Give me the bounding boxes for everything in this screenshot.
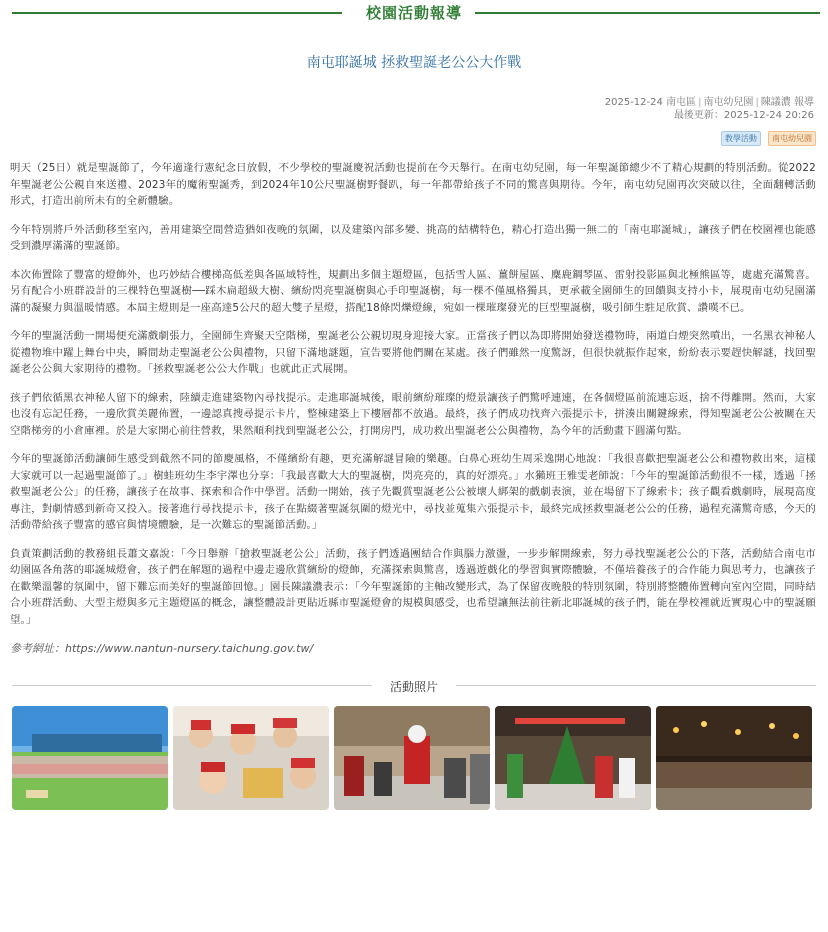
photo-indoor-lights[interactable] xyxy=(656,706,812,810)
photos-divider-right xyxy=(456,685,816,686)
photo-christmas-tree-stage[interactable] xyxy=(495,706,651,810)
section-title: 校園活動報導 xyxy=(365,4,462,22)
paragraph: 今年的聖誕節活動讓師生感受到截然不同的節慶風格，不僅繽紛有趣，更充滿解謎冒險的樂趣。白鼻心班幼生周采逸開心地說：「我很喜歡把聖誕老公公和禮物救出來，這樣大家就可以一起過聖誕節了。」樹蛙班幼生李宇澤也分享：「我最喜歡大大的聖誕樹，閃亮亮的，真的好漂亮。」水獺班王雅雯老師說：「今年的聖誕節活動很不一樣，透過「拯救聖誕老公公」的任務，讓孩子在故事、探索和合作中學習。活動一開始，孩子先觀賞聖誕老公公被壞人綁架的戲劇表演，並在場留下了線索卡；孩子觀看戲劇時，展現高度專注，對劇情感到新奇又投入。接著進行尋找提示卡，孩子在點綴著聖誕氛圍的燈光中，尋找並蒐集六張提示卡，最終完成拯救聖誕老公公的任務，過程充滿驚奇感，今天的活動帶給孩子豐富的感官與情境體驗，是一次難忘的聖誕節活動。」 xyxy=(10,453,816,531)
paragraph: 今年的聖誕活動一開場便充滿戲劇張力，全園師生齊聚天空階梯，聖誕老公公親切現身迎接大家。正當孩子們以為即將開始發送禮物時，兩道白煙突然噴出，一名黑衣神秘人從禮物堆中躍上舞台中央，瞬間劫走聖誕老公公與禮物，只留下滿地謎題，宣告要將他們關在某處。孩子們雖然一度驚訝，但很快就振作起來，紛紛表示要趕快解謎，找回聖誕老公公與大家期待的禮物。「拯救聖誕老公公大作戰」也就此正式展開。 xyxy=(10,330,816,375)
article-meta: 2025-12-24 南屯區 | 南屯幼兒園 | 陳議濃 報導 最後更新：2025-12-24 20:26 xyxy=(604,97,814,121)
article-title: 南屯耶誕城 拯救聖誕老公公大作戰 xyxy=(306,55,522,71)
paragraph: 負責策劃活動的教務組長蕭文嘉說：「今日舉辦「搶救聖誕老公公」活動，孩子們透過團結合作與腦力激盪，一步步解開線索，努力尋找聖誕老公公的下落，活動結合南屯市幼園區各角落的耶誕城燈會，孩子們在解題的過程中邊走邊欣賞繽紛的燈飾，充滿探索與驚喜，透過遊戲化的學習與實際體驗，不僅培養孩子的合作能力與思考力，也讓孩子在歡樂溫馨的氛圍中，留下難忘而美好的聖誕節回憶。」園長陳議濃表示：「今年聖誕節的主軸改變形式，為了保留夜晚般的特別氛圍，特別將整體佈置轉向室內空間，同時結合小班群活動、大型主燈與多元主題燈區的概念，讓整體設計更貼近縣市聖誕燈會的規模與感受，也希望讓無法前往新北耶誕城的孩子們，能在學校裡就近實現心中的聖誕願望。」 xyxy=(10,547,816,626)
section-header xyxy=(0,0,828,26)
photo-santa-with-children[interactable] xyxy=(334,706,490,810)
article-date: 2025-12-24 xyxy=(604,97,663,108)
last-updated-label: 最後更新： xyxy=(673,110,724,121)
last-updated-value: 2025-12-24 20:26 xyxy=(723,110,814,121)
reference xyxy=(10,640,816,656)
paragraph: 明天（25日）就是聖誕節了，今年適逢行憲紀念日放假，不少學校的聖誕慶祝活動也提前在今天舉行。在南屯幼兒園，每一年聖誕節總少不了精心規劃的特別活動。從2022年聖誕老公公親自來送禮、2023年的魔術聖誕秀，到2024年10公尺聖誕樹野餐趴，每一年都帶給孩子不同的驚喜與期待。今年，南屯幼兒園再次突破以往，全面翻轉活動形式，打造出前所未有的全新體驗。 xyxy=(10,162,816,207)
article-author: 陳議濃 報導 xyxy=(760,97,814,108)
photo-outdoor-gathering[interactable] xyxy=(12,706,168,810)
paragraph: 今年特別將戶外活動移至室內，善用建築空間營造猶如夜晚的氛圍，以及建築內部多變、挑高的結構特色，精心打造出獨一無二的「南屯耶誕城」，讓孩子們在校園裡也能感受到濃厚滿滿的聖誕節。 xyxy=(10,223,816,252)
photos-header xyxy=(0,676,828,696)
tag-list xyxy=(0,126,816,146)
paragraph: 孩子們依循黑衣神秘人留下的線索，陸續走進建築物內尋找提示。走進耶誕城後，眼前繽紛璀璨的燈景讓孩子們驚呼連連，在各個燈區前流連忘返，捨不得離開。然而，大家也沒有忘記任務，一邊欣賞美麗佈置，一邊認真搜尋提示卡片，整棟建築上下樓層都不放過。最終，孩子們成功找齊六張提示卡，拼湊出關鍵線索，得知聖誕老公公被關在天空階梯旁的小倉庫裡。於是大家開心前往營救，果然順利找到聖誕老公公，打開房門，成功救出聖誕老公公與禮物，為今年的活動畫下圓滿句點。 xyxy=(10,391,816,437)
reference-link[interactable]: https://www.nantun-nursery.taichung.gov.tw/ xyxy=(65,642,314,655)
tag-teaching[interactable]: 教學活動 xyxy=(721,131,761,146)
article-district: 南屯區 xyxy=(666,97,697,108)
article-school: 南屯幼兒園 xyxy=(703,97,754,108)
header-divider-right xyxy=(475,12,820,14)
reference-label: 參考網址： xyxy=(10,642,65,655)
photo-children-santa-hats[interactable] xyxy=(173,706,329,810)
tag-school[interactable]: 南屯幼兒園 xyxy=(768,131,816,146)
photo-gallery xyxy=(0,706,828,810)
photos-title: 活動照片 xyxy=(389,680,438,694)
article-body xyxy=(0,160,828,656)
paragraph: 本次佈置除了豐富的燈飾外，也巧妙結合樓梯高低差與各區域特性，規劃出多個主題燈區，包括雪人區、薑餅屋區、麋鹿鋼琴區、雷射投影區與北極熊區等，處處充滿驚喜。另有配合小班群設計的三棵特色聖誕樹──踩木扁超級大樹、繽紛閃亮聖誕樹與心手印聖誕樹，每一棵不僅風格獨具，更承載全園師生的回饋與支持小卡，展現南屯幼兒園滿滿的凝聚力與溫暖情感。本屆主燈則是一座高達5公尺的超大雙子星燈，搭配18條閃爍燈線，宛如一棵璀璨發光的巨型聖誕樹，吸引師生駐足欣賞、讚嘆不已。 xyxy=(10,268,816,314)
